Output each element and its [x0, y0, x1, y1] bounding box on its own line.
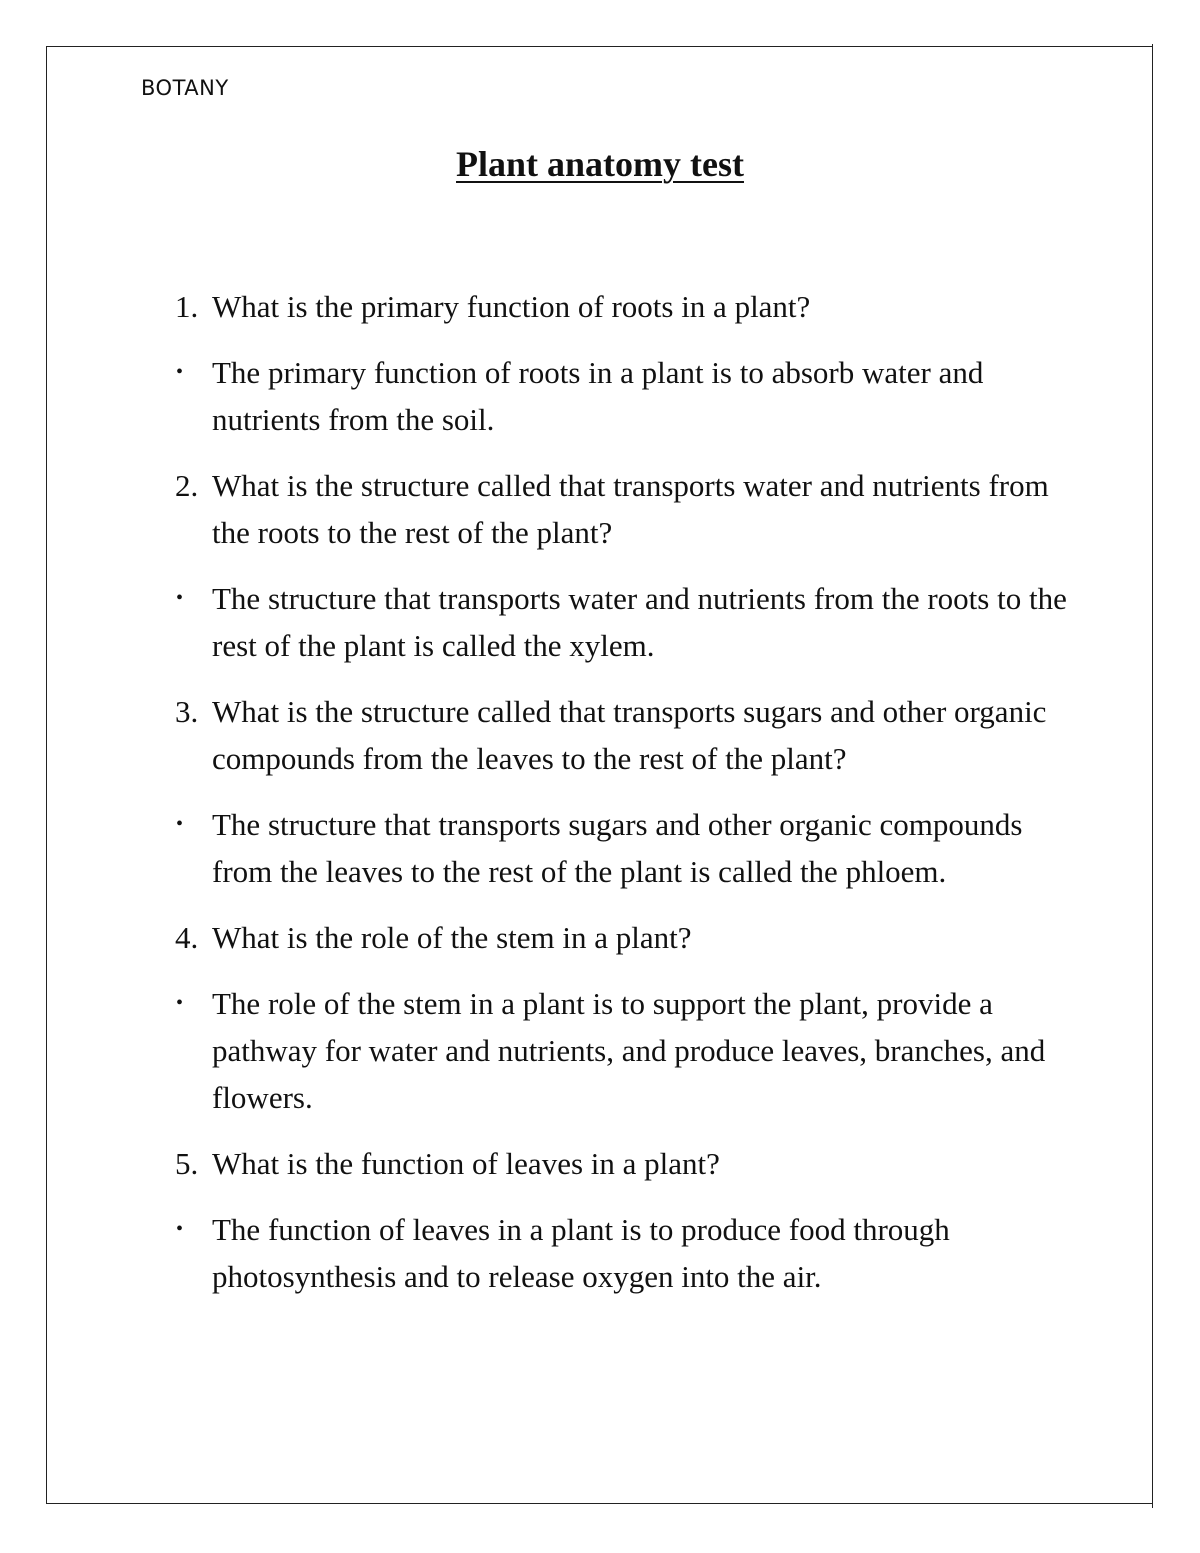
qa-list: [0, 283, 1200, 1319]
document-title: [0, 143, 1200, 185]
answer-text: The function of leaves in a plant is to produce food through photosynthesis and to release oxygen into the air.: [212, 1212, 950, 1294]
question-5: [0, 1140, 1072, 1187]
question-text: What is the function of leaves in a plant?: [212, 1146, 720, 1181]
question-number: 4.: [175, 920, 199, 955]
answer-text: The role of the stem in a plant is to support the plant, provide a pathway for water and nutrients, and produce leaves, branches, and flowers.: [212, 986, 1046, 1115]
question-3: [0, 688, 1072, 782]
bullet-icon: •: [176, 587, 184, 609]
question-text: What is the structure called that transports sugars and other organic compounds from the leaves to the rest of the plant?: [212, 694, 1047, 776]
question-number: 1.: [175, 289, 199, 324]
document-title-text: Plant anatomy test: [456, 144, 744, 184]
question-text: What is the role of the stem in a plant?: [212, 920, 692, 955]
answer-4: [0, 980, 1072, 1121]
answer-text: The structure that transports sugars and other organic compounds from the leaves to the rest of the plant is called the phloem.: [212, 807, 1023, 889]
bullet-icon: •: [176, 813, 184, 835]
answer-3: [0, 801, 1072, 895]
question-number: 5.: [175, 1146, 199, 1181]
bullet-icon: •: [176, 1218, 184, 1240]
question-2: [0, 462, 1072, 556]
bullet-icon: •: [176, 361, 184, 383]
question-text: What is the structure called that transports water and nutrients from the roots to the rest of the plant?: [212, 468, 1049, 550]
answer-text: The primary function of roots in a plant is to absorb water and nutrients from the soil.: [212, 355, 984, 437]
question-1: [0, 283, 1072, 330]
question-text: What is the primary function of roots in a plant?: [212, 289, 811, 324]
question-4: [0, 914, 1072, 961]
bullet-icon: •: [176, 992, 184, 1014]
answer-5: [0, 1206, 1072, 1300]
question-number: 2.: [175, 468, 199, 503]
question-number: 3.: [175, 694, 199, 729]
header-label: BOTANY: [141, 76, 229, 100]
answer-text: The structure that transports water and nutrients from the roots to the rest of the plant is called the xylem.: [212, 581, 1067, 663]
answer-1: [0, 349, 1072, 443]
answer-2: [0, 575, 1072, 669]
